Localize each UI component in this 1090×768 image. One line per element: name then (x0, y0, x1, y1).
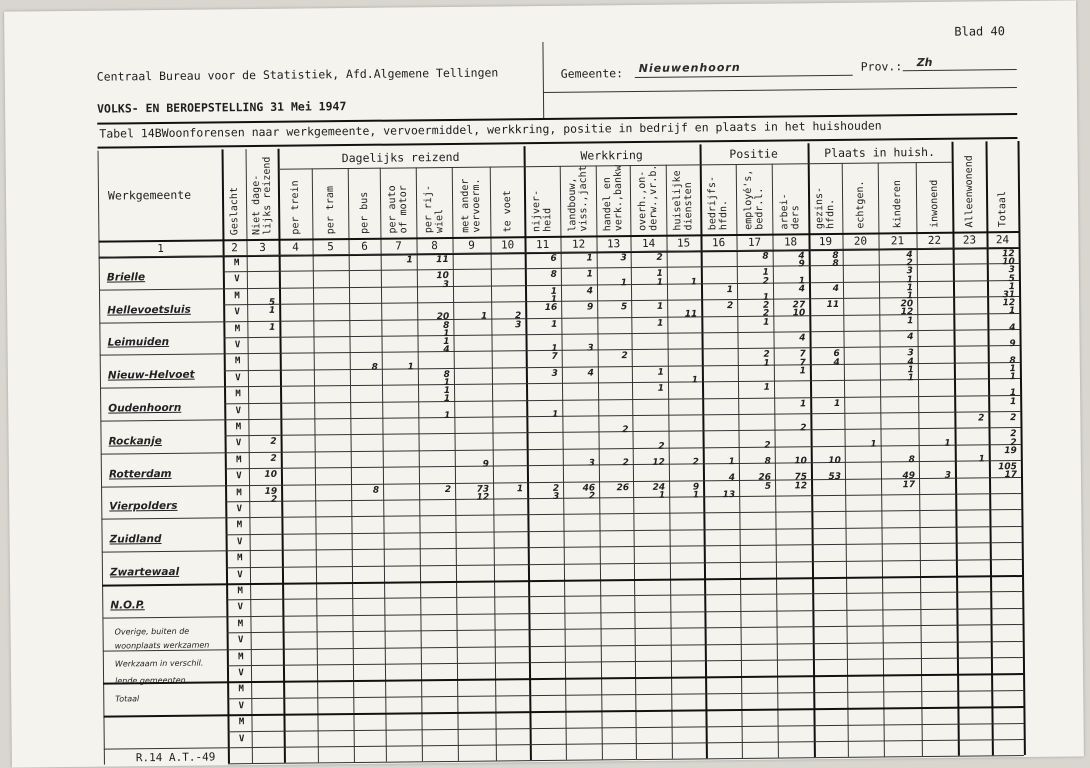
gender-m: M (235, 389, 241, 400)
cell-value: 1 (762, 292, 770, 303)
cell-value: 12 (1002, 298, 1016, 309)
gender-v: V (237, 569, 243, 580)
cell-value: 10 (794, 456, 807, 467)
cell-value: 9 (482, 459, 489, 470)
municipality-name: Brielle (106, 270, 146, 284)
cell-value: 1 (1009, 388, 1017, 399)
municipality-name: Zuidland (109, 533, 162, 546)
cell-value: 4 (799, 333, 806, 344)
municipality-name: Zwartewaal (109, 565, 180, 579)
cell-value: 2 (1010, 413, 1017, 424)
cell-value: 7 (799, 349, 806, 360)
cell-value: 2 (726, 301, 734, 312)
header-rule-right (543, 87, 1017, 93)
row-label-overige-1: Overige, buiten de (114, 626, 190, 637)
column-header-2: Geslacht (228, 187, 241, 236)
cell-value: 1 (443, 336, 450, 348)
gender-v: V (238, 668, 244, 679)
column-header-11: nijver- heid (530, 189, 554, 233)
gender-v: V (234, 307, 240, 318)
cell-value: 8 (371, 362, 378, 373)
cell-value: 2 (270, 494, 278, 505)
column-header-20: echtgen. (854, 180, 867, 229)
cell-value: 12 (794, 480, 808, 491)
column-number: 22 (927, 233, 942, 247)
gender-v: V (236, 504, 243, 515)
cell-value: 1 (444, 410, 451, 421)
grid-vline (312, 168, 319, 762)
column-number: 21 (890, 234, 905, 248)
group-header-plaats: Plaats in huish. (824, 144, 936, 161)
row-label-werkzaam-2: lende gemeenten (115, 675, 186, 686)
cell-value: 2 (622, 458, 629, 469)
cell-value: 26 (616, 482, 630, 493)
cell-value: 12 (900, 307, 914, 318)
cell-value: 1 (658, 490, 666, 501)
column-number: 4 (292, 240, 299, 254)
cell-value: 1 (657, 383, 665, 394)
cell-value: 8 (764, 456, 771, 467)
cell-value: 4 (907, 356, 914, 367)
cell-value: 7 (799, 357, 806, 368)
cell-value: 3 (515, 319, 522, 330)
table-title: Tabel 14BWoonforensen naar werkgemeente, vervoermiddel, werkkring, positie in bedrijf en plaats in het huishouden (99, 118, 882, 141)
column-header-13: handel en verk.,bankw (601, 164, 625, 232)
group-header-dagelijks: Dagelijks reizend (341, 149, 460, 166)
column-header-21: kinderen (891, 180, 904, 229)
column-header-24: Totaal (997, 191, 1009, 228)
census-title: VOLKS- EN BEROEPSTELLING 31 Mei 1947 (97, 99, 347, 116)
group-header-werkkring: Werkkring (580, 147, 643, 163)
cell-value: 10 (792, 308, 806, 319)
cell-value: 1 (1008, 306, 1016, 317)
cell-value: 4 (798, 251, 805, 262)
municipality-name: Rotterdam (108, 467, 172, 481)
grid-hline (227, 657, 1023, 666)
column-header-18: arbei- ders (779, 193, 802, 230)
cell-value: 2 (800, 423, 807, 434)
cell-value: 3 (552, 491, 560, 502)
group-rule-dagelijks (278, 166, 524, 170)
cell-value: 1 (1008, 281, 1016, 292)
cell-value: 4 (587, 368, 594, 379)
cell-value: 1 (1009, 372, 1017, 383)
column-number: 5 (327, 240, 334, 254)
grid-vline (1017, 141, 1025, 755)
column-number: 8 (431, 239, 438, 253)
column-header-15: huiselijke diensten (671, 170, 695, 231)
cell-value: 10 (1002, 257, 1015, 268)
census-form-sheet (4, 0, 1084, 767)
column-header-werkgemeente: Werkgemeente (107, 187, 192, 203)
cell-value: 1 (268, 305, 276, 317)
cell-value: 4 (907, 332, 914, 343)
cell-value: 1 (906, 291, 914, 302)
cell-value: 3 (588, 458, 595, 469)
gender-m: M (237, 586, 243, 597)
cell-value: 7 (551, 352, 558, 363)
gender-m: M (238, 651, 244, 662)
grid-vline (490, 167, 497, 761)
cell-value: 1 (833, 398, 841, 409)
gender-m: M (237, 618, 244, 630)
cell-value: 11 (436, 254, 449, 266)
column-number: 24 (995, 233, 1010, 247)
cell-value: 9 (798, 259, 805, 270)
cell-value: 10 (436, 271, 449, 282)
cell-value: 27 (792, 300, 806, 311)
cell-value: 2 (762, 276, 769, 287)
cell-value: 8 (908, 455, 915, 466)
municipality-name: Hellevoetsluis (107, 303, 191, 317)
form-code: R.14 A.T.-49 (135, 750, 216, 765)
cell-value: 1 (799, 366, 806, 377)
cell-value: 1 (443, 377, 451, 389)
gender-v: V (234, 340, 241, 351)
cell-value: 11 (684, 309, 698, 320)
cell-value: 2 (270, 453, 277, 464)
municipality-name: Leimuiden (107, 336, 170, 349)
header-divider (542, 42, 544, 118)
cell-value: 2 (270, 437, 277, 448)
row-label-werkzaam-1: Werkzaam in verschil. (114, 659, 204, 669)
cell-value: 12 (1002, 249, 1015, 260)
cell-value: 3 (551, 368, 558, 379)
grid-hline (224, 395, 1020, 404)
gender-m: M (236, 487, 242, 498)
cell-value: 1 (269, 322, 276, 333)
cell-value: 1 (906, 282, 914, 293)
cell-value: 2 (978, 413, 985, 424)
cell-value: 1 (656, 301, 664, 313)
cell-value: 46 (582, 483, 596, 494)
cell-value: 8 (762, 251, 769, 262)
cell-value: 3 (620, 253, 627, 264)
column-number: 23 (962, 233, 977, 247)
gender-v: V (237, 635, 244, 646)
cell-value: 2 (762, 300, 770, 311)
column-header-5: per tram (324, 185, 337, 235)
cell-value: 1 (586, 253, 593, 264)
column-number: 18 (783, 235, 798, 249)
cell-value: 1 (657, 367, 664, 378)
gender-m: M (236, 520, 243, 531)
gender-v: V (237, 602, 244, 613)
column-header-8: per rij- wiel (422, 184, 446, 234)
cell-value: 3 (442, 279, 450, 290)
gender-v: V (235, 405, 242, 416)
row-label-overige-2: woonplaats werkzamen (114, 640, 210, 651)
cell-value: 20 (436, 312, 450, 323)
cell-value: 2 (658, 441, 665, 452)
cell-value: 24 (652, 482, 666, 493)
cell-value: 1 (443, 328, 450, 339)
cell-value: 1 (799, 398, 807, 409)
cell-value: 1 (516, 483, 524, 494)
cell-value: 5 (268, 297, 276, 308)
grid-hline (226, 591, 1022, 600)
column-header-6: per bus (358, 191, 371, 234)
cell-value: 4 (443, 345, 450, 356)
cell-value: 1 (907, 373, 915, 384)
municipality-name: Nieuw-Helvoet (107, 368, 195, 382)
cell-value: 9 (1009, 339, 1016, 350)
cell-value: 1 (586, 269, 593, 280)
cell-value: 19 (1004, 445, 1017, 456)
cell-value: 4 (586, 286, 594, 297)
cell-value: 2 (762, 309, 770, 320)
cell-value: 1 (728, 457, 735, 468)
column-number: 7 (395, 239, 402, 253)
cell-value: 17 (1004, 470, 1018, 481)
cell-value: 2 (656, 252, 663, 263)
cell-value: 3 (907, 348, 914, 359)
cell-value: 1 (763, 382, 771, 393)
column-header-16: bedrijfs- hfdn. (706, 175, 730, 231)
group-rule-werkkring (524, 164, 700, 167)
column-number: 20 (853, 234, 868, 248)
cell-value: 1 (656, 269, 663, 280)
municipality-name: N.O.P. (110, 598, 145, 612)
column-header-22: inwonend (928, 179, 941, 228)
cell-value: 73 (476, 484, 490, 495)
column-number: 15 (676, 236, 691, 250)
cell-value: 4 (832, 283, 840, 294)
grid-hline (227, 690, 1023, 699)
municipality-name: Rockanje (108, 434, 162, 448)
cell-value: 2 (692, 457, 699, 468)
column-header-14: overh.,on- derw.,vr.b. (636, 164, 660, 232)
cell-value: 4 (833, 357, 840, 368)
column-number: 3 (259, 240, 266, 254)
cell-value: 11 (826, 300, 840, 311)
column-number: 11 (535, 237, 550, 252)
cell-value: 1 (620, 277, 627, 288)
cell-value: 8 (443, 369, 450, 380)
gemeente-label: Gemeente: (560, 66, 624, 81)
column-header-12: landbouw, viss.,jacht (566, 165, 590, 232)
gender-m: M (235, 422, 242, 433)
cell-value: 1 (551, 344, 558, 355)
gender-m: M (236, 454, 242, 466)
cell-value: 2 (588, 491, 596, 502)
grid-hline (226, 526, 1022, 535)
gender-v: V (236, 471, 242, 482)
cell-value: 1 (944, 438, 951, 449)
cell-value: 1 (978, 454, 985, 465)
cell-value: 26 (758, 473, 772, 484)
column-number: 10 (500, 238, 515, 252)
cell-value: 10 (828, 455, 841, 467)
column-header-4: per trein (289, 180, 302, 235)
cell-value: 13 (722, 489, 736, 500)
gender-m: M (234, 290, 240, 302)
cell-value: 9 (692, 481, 700, 493)
cell-value: 1 (656, 277, 663, 288)
cell-value: 4 (1009, 322, 1016, 333)
cell-value: 8 (1009, 355, 1016, 366)
cell-value: 1 (550, 286, 558, 297)
cell-value: 1 (551, 319, 558, 330)
prov-label: Prov.: (860, 59, 903, 74)
cell-value: 1 (763, 317, 770, 328)
column-header-9: met ander vervoerm. (459, 178, 483, 233)
cell-value: 5 (620, 302, 628, 313)
gemeente-value: Nieuwenhoorn (638, 60, 741, 75)
column-number: 13 (606, 237, 621, 251)
cell-value: 1 (762, 268, 769, 279)
cell-value: 1 (406, 255, 413, 266)
gender-m: M (238, 717, 245, 728)
page-number: Blad 40 (954, 24, 1005, 39)
cell-value: 1 (443, 394, 451, 405)
column-header-3: Niet dage- lijks reizend (250, 156, 274, 236)
group-header-positie: Positie (729, 146, 778, 162)
cell-value: 20 (900, 299, 914, 310)
cell-value: 17 (902, 479, 916, 490)
grid-vline (842, 163, 849, 757)
gender-v: V (238, 700, 245, 712)
cell-value: 2 (514, 311, 522, 322)
grid-hline (227, 624, 1023, 633)
gender-v: V (238, 733, 245, 744)
gender-m: M (237, 553, 243, 564)
cell-value: 8 (832, 250, 839, 261)
cell-value: 2 (906, 258, 913, 269)
cell-value: 8 (443, 320, 450, 331)
cell-value: 3 (1008, 265, 1015, 276)
municipality-name: Vierpolders (109, 500, 178, 513)
cell-value: 5 (764, 481, 772, 492)
grid-hline (228, 723, 1024, 732)
column-number: 19 (818, 234, 833, 249)
cell-value: 2 (622, 425, 629, 436)
column-number: 17 (747, 235, 762, 249)
gender-m: M (233, 258, 240, 269)
municipality-name: Oudenhoorn (108, 401, 182, 415)
column-header-23: Alleenwonend (963, 155, 976, 228)
bureau-title: Centraal Bureau voor de Statistiek, Afd.Algemene Tellingen (96, 65, 499, 84)
column-number: 2 (231, 241, 238, 255)
column-header-17: employé's, bedr.l. (742, 169, 766, 230)
column-number: 16 (711, 236, 726, 250)
cell-value: 4 (798, 284, 806, 295)
cell-value: 1 (1009, 396, 1017, 407)
cell-value: 3 (906, 266, 913, 277)
grid-vline (916, 162, 923, 756)
gender-v: V (234, 274, 240, 285)
cell-value: 8 (372, 485, 380, 496)
column-number: 14 (641, 236, 656, 250)
cell-value: 9 (586, 302, 594, 313)
cell-value: 16 (544, 303, 558, 314)
cell-value: 6 (833, 349, 840, 360)
column-number: 1 (157, 241, 164, 256)
cell-value: 1 (443, 386, 451, 397)
cell-value: 5 (1008, 273, 1015, 284)
cell-value: 12 (652, 457, 665, 468)
gender-m: M (234, 356, 241, 367)
cell-value: 2 (444, 484, 452, 495)
cell-value: 49 (902, 471, 916, 482)
column-number: 9 (468, 238, 475, 252)
cell-value: 1 (657, 318, 664, 329)
column-header-7: per auto of motor (386, 185, 410, 234)
gender-v: V (235, 438, 242, 449)
grid-hline (226, 559, 1022, 568)
cell-value: 1 (480, 311, 488, 323)
cell-value: 3 (944, 471, 952, 482)
gender-m: M (238, 684, 244, 695)
cell-value: 2 (621, 351, 628, 362)
gender-v: V (236, 536, 243, 548)
cell-value: 2 (763, 350, 770, 361)
cell-value: 4 (728, 473, 736, 484)
cell-value: 1 (870, 439, 877, 450)
cell-value: 1 (907, 364, 914, 375)
cell-value: 105 (998, 462, 1017, 473)
cell-value: 1 (692, 490, 700, 501)
cell-value: 1 (691, 375, 699, 386)
column-header-19: gezins- hfdn. (813, 186, 837, 230)
cell-value: 2 (764, 440, 771, 451)
cell-value: 1 (906, 274, 913, 285)
cell-value: 1 (552, 409, 559, 420)
cell-value: 1 (690, 276, 697, 288)
gender-v: V (235, 372, 241, 384)
cell-value: 2 (1010, 437, 1017, 448)
cell-value: 1 (726, 284, 734, 295)
cell-value: 19 (264, 486, 278, 497)
gemeente-underline (635, 75, 853, 78)
cell-value: 2 (552, 483, 560, 494)
column-header-10: te voet (501, 190, 514, 233)
cell-value: 1 (550, 294, 558, 305)
column-number: 6 (361, 239, 368, 253)
cell-value: 4 (906, 250, 913, 261)
cell-value: 1 (763, 358, 770, 369)
grid-vline (348, 168, 355, 762)
cell-value: 31 (1002, 290, 1016, 301)
prov-underline (903, 69, 1017, 71)
column-number: 12 (571, 237, 586, 251)
cell-value: 10 (264, 469, 277, 481)
cell-value: 75 (794, 472, 808, 483)
cell-value: 3 (587, 343, 594, 354)
cell-value: 1 (1009, 363, 1016, 374)
gender-m: M (234, 323, 241, 334)
cell-value: 8 (832, 259, 839, 270)
cell-value: 6 (550, 253, 557, 264)
prov-value: Zh (916, 55, 933, 70)
cell-value: 1 (798, 275, 805, 286)
row-label-totaal: Totaal (115, 694, 140, 704)
cell-value: 1 (907, 315, 914, 326)
cell-value: 12 (476, 492, 490, 503)
grid-hline (228, 755, 1024, 764)
cell-value: 8 (550, 270, 557, 281)
cell-value: 53 (828, 472, 842, 483)
cell-value: 2 (1010, 429, 1017, 440)
cell-value: 1 (407, 361, 414, 373)
